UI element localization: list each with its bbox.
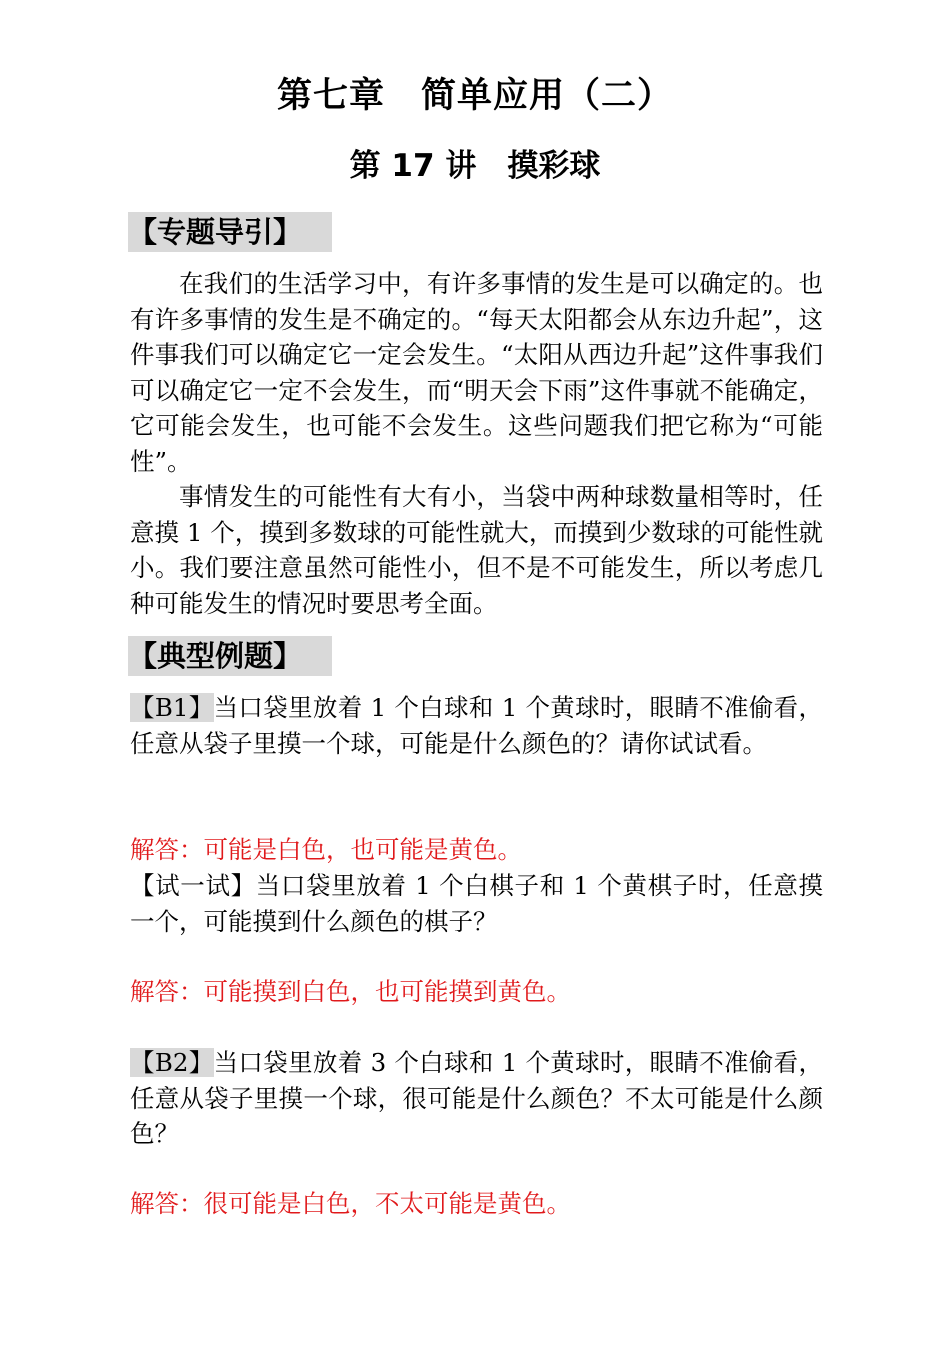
lecture-title: 第 17 讲 摸彩球 xyxy=(349,148,601,184)
example-b2-text: 当口袋里放着 3 个白球和 1 个黄球时，眼睛不准偷看，任意从袋子里摸一个球，很可能是什么颜色？不太可能是什么颜色？ xyxy=(130,1048,824,1148)
example-b2-answer: 解答：很可能是白色，不太可能是黄色。 xyxy=(130,1189,571,1218)
example-b1-tag: 【B1】 xyxy=(130,693,214,722)
section-header-guide: 【专题导引】 xyxy=(128,212,332,252)
example-b2-tag: 【B2】 xyxy=(130,1048,214,1077)
try-it-text: 当口袋里放着 1 个白棋子和 1 个黄棋子时，任意摸一个，可能摸到什么颜色的棋子？ xyxy=(130,871,824,936)
try-it-tag: 【试一试】 xyxy=(130,871,256,900)
example-b2 xyxy=(130,1045,823,1152)
example-b1-text: 当口袋里放着 1 个白球和 1 个黄球时，眼睛不准偷看，任意从袋子里摸一个球，可能是什么颜色的？请你试试看。 xyxy=(130,693,824,758)
example-b1-answer: 解答：可能是白色，也可能是黄色。 xyxy=(130,835,522,864)
section-header-examples: 【典型例题】 xyxy=(128,636,332,676)
chapter-title: 第七章 简单应用（二） xyxy=(276,76,673,116)
try-it-answer: 解答：可能摸到白色，也可能摸到黄色。 xyxy=(130,977,571,1006)
intro-paragraph-2: 事情发生的可能性有大有小，当袋中两种球数量相等时，任意摸 1 个，摸到多数球的可能性就大，而摸到少数球的可能性就小。我们要注意虽然可能性小，但不是不可能发生，所以考虑几种可能发生的情况时要思考全面。 xyxy=(130,482,823,618)
example-b1 xyxy=(130,690,823,761)
intro-paragraph-1: 在我们的生活学习中，有许多事情的发生是可以确定的。也有许多事情的发生是不确定的。“每天太阳都会从东边升起”，这件事我们可以确定它一定会发生。“太阳从西边升起”这件事我们可以确定它一定不会发生，而“明天会下雨”这件事就不能确定，它可能会发生，也可能不会发生。这些问题我们把它称为“可能性”。 xyxy=(130,269,823,476)
try-it xyxy=(130,868,823,939)
